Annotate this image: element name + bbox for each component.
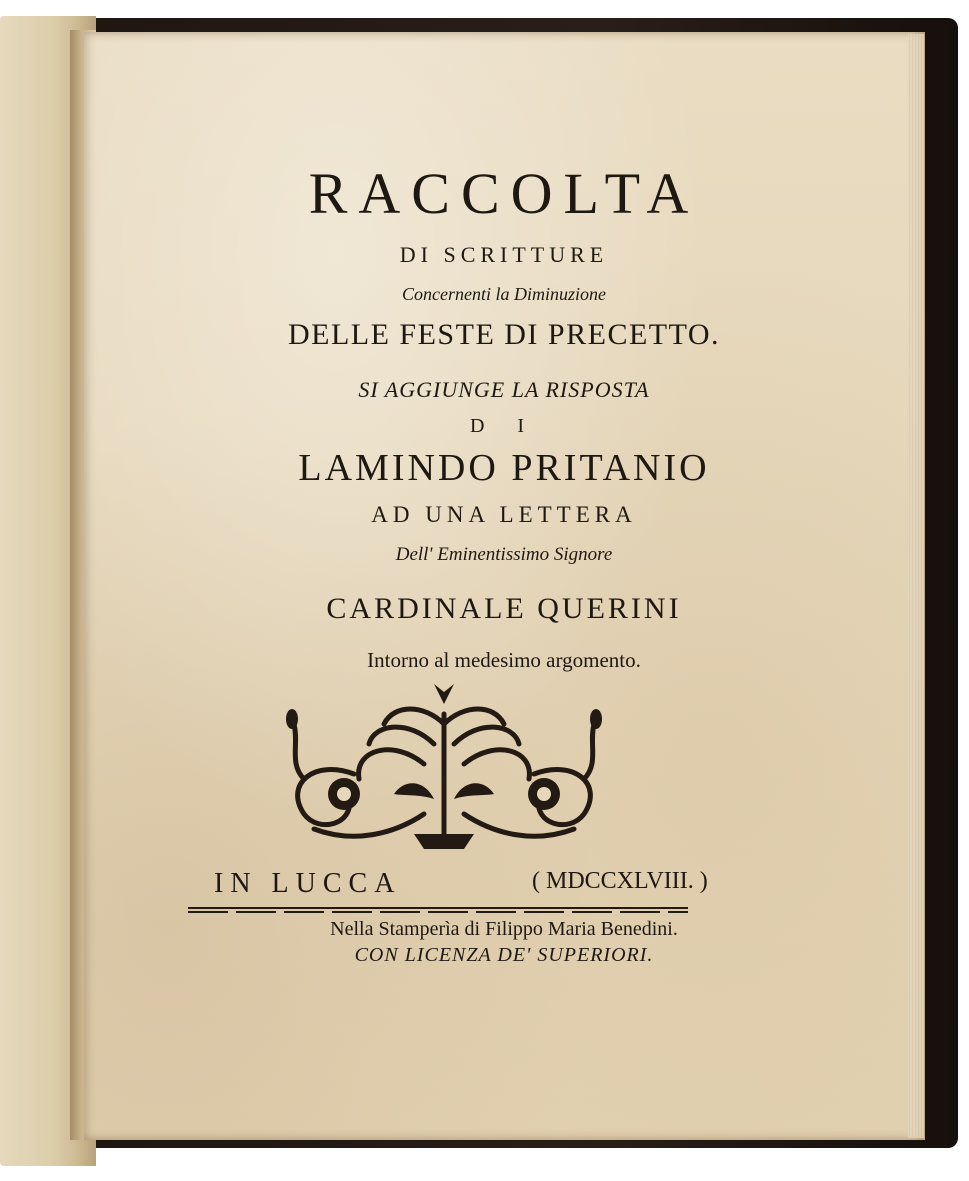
- page-edge: [908, 34, 924, 1138]
- from-line: Dell' Eminentissimo Signore: [395, 544, 613, 565]
- license-line: CON LICENZA DE' SUPERIORI.: [354, 944, 654, 966]
- book-subtitle: DI SCRITTURE: [399, 242, 609, 267]
- imprint-place: IN LUCCA: [214, 868, 402, 899]
- concerning-line: Concernenti la Diminuzione: [402, 284, 606, 304]
- printer-line: Nella Stamperìa di Filippo Maria Benedini.: [330, 918, 678, 940]
- printers-ornament-icon: [274, 684, 614, 854]
- subject-line: DELLE FESTE DI PRECETTO.: [287, 318, 721, 351]
- added-line: SI AGGIUNGE LA RISPOSTA: [358, 377, 650, 402]
- letter-line: AD UNA LETTERA: [371, 502, 637, 527]
- topic-line: Intorno al medesimo argomento.: [367, 648, 641, 672]
- title-page: [84, 32, 925, 1140]
- author-name: LAMINDO PRITANIO: [298, 447, 710, 489]
- cardinal-name: CARDINALE QUERINI: [326, 592, 682, 625]
- of-line: D I: [469, 415, 539, 437]
- imprint-year: ( MDCCXLVIII. ): [532, 868, 708, 894]
- dashed-rule: [188, 904, 688, 914]
- book-title: RACCOLTA: [308, 161, 700, 226]
